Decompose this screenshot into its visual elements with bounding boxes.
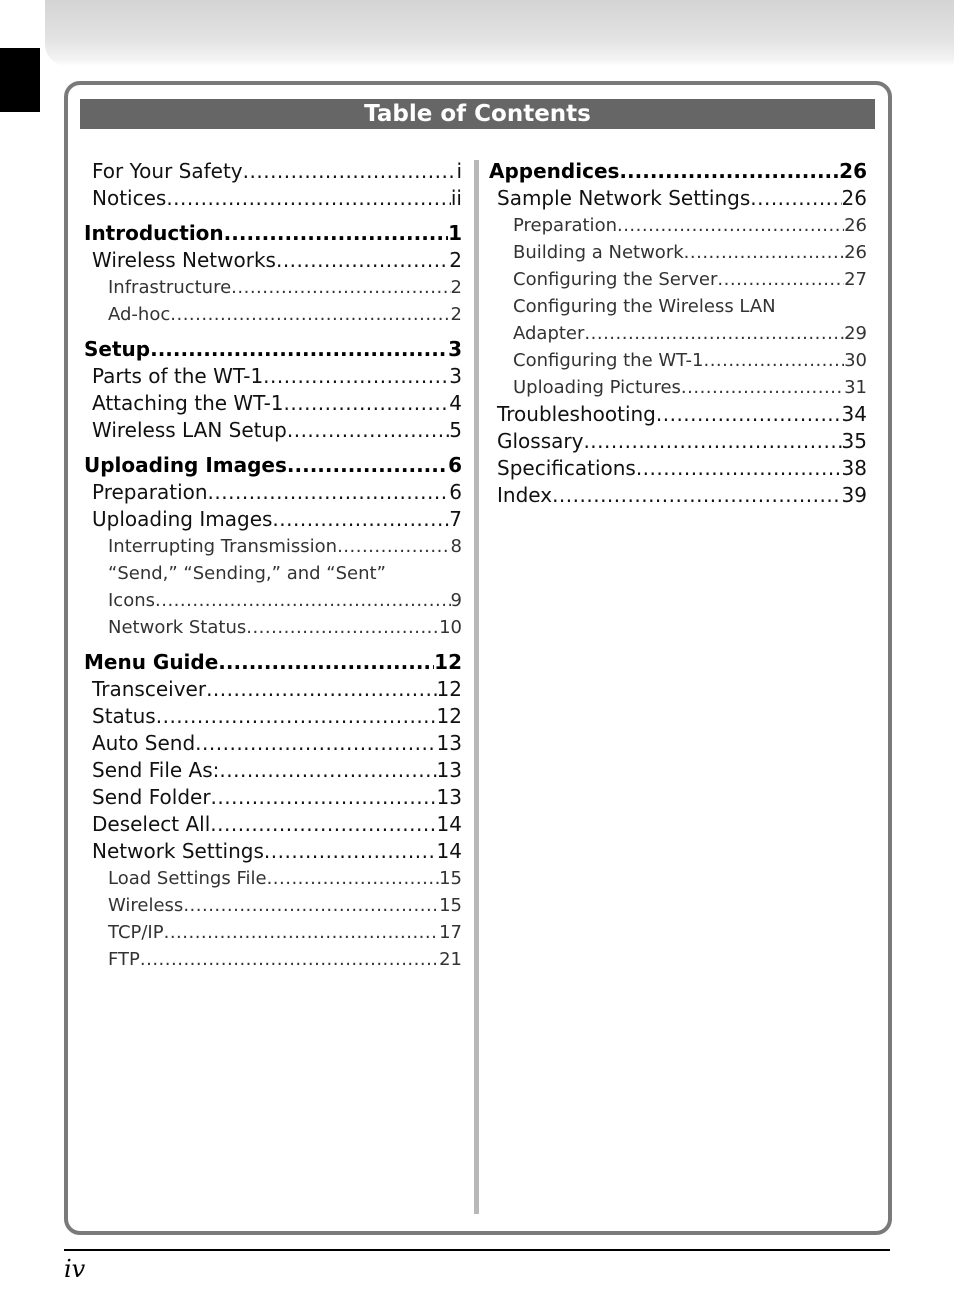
toc-dot-leader bbox=[337, 533, 450, 560]
toc-dot-leader bbox=[703, 347, 844, 374]
toc-entry[interactable] bbox=[489, 455, 867, 482]
toc-page-number: 14 bbox=[436, 812, 462, 836]
toc-dot-leader bbox=[717, 266, 844, 293]
toc-dot-leader bbox=[584, 320, 844, 347]
toc-page-number: 4 bbox=[449, 391, 462, 415]
toc-dot-leader bbox=[206, 676, 436, 703]
toc-entry[interactable] bbox=[489, 266, 867, 293]
toc-page-number: 26 bbox=[839, 159, 867, 183]
toc-entry-title: Troubleshooting bbox=[497, 402, 656, 426]
toc-page-number: 5 bbox=[449, 418, 462, 442]
toc-entry[interactable] bbox=[84, 247, 462, 274]
toc-entry-title: Transceiver bbox=[92, 677, 207, 701]
toc-entry-title: Attaching the WT-1 bbox=[92, 391, 284, 415]
toc-dot-leader bbox=[284, 390, 450, 417]
toc-right-column bbox=[489, 158, 867, 509]
toc-entry-title: Ad-hoc bbox=[108, 304, 171, 325]
toc-entry-label-continued: “Send,” “Sending,” and “Sent” bbox=[108, 563, 386, 584]
toc-section-entry[interactable] bbox=[84, 452, 462, 479]
toc-entry-title: Status bbox=[92, 704, 156, 728]
toc-entry[interactable] bbox=[84, 390, 462, 417]
toc-entry-title: Infrastructure bbox=[108, 277, 232, 298]
toc-entry-label-continued: Configuring the Wireless LAN bbox=[513, 296, 776, 317]
toc-entry[interactable] bbox=[84, 274, 462, 301]
toc-entry[interactable] bbox=[84, 703, 462, 730]
toc-dot-leader bbox=[264, 838, 437, 865]
toc-entry-title: Send File As: bbox=[92, 758, 220, 782]
toc-entry-title: Load Settings File bbox=[108, 868, 267, 889]
toc-dot-leader bbox=[583, 428, 841, 455]
toc-entry[interactable] bbox=[489, 212, 867, 239]
toc-entry-title: Preparation bbox=[513, 215, 617, 236]
toc-page-number: 1 bbox=[448, 221, 462, 245]
top-shading-band bbox=[45, 0, 954, 66]
footer-rule bbox=[64, 1249, 890, 1251]
toc-dot-leader bbox=[210, 811, 436, 838]
toc-entry-title: Specifications bbox=[497, 456, 636, 480]
toc-dot-leader bbox=[243, 158, 457, 185]
toc-entry[interactable] bbox=[84, 865, 462, 892]
toc-page-number: 26 bbox=[841, 186, 867, 210]
toc-page-number: 29 bbox=[844, 323, 867, 344]
toc-page-number: 38 bbox=[841, 456, 867, 480]
toc-dot-leader bbox=[219, 757, 436, 784]
toc-entry-title: Network Status bbox=[108, 617, 247, 638]
toc-page-number: 31 bbox=[844, 377, 867, 398]
toc-entry[interactable] bbox=[84, 676, 462, 703]
toc-entry[interactable] bbox=[84, 730, 462, 757]
toc-section-entry[interactable] bbox=[489, 158, 867, 185]
toc-dot-leader bbox=[150, 336, 448, 363]
toc-entry-title: Glossary bbox=[497, 429, 584, 453]
toc-dot-leader bbox=[195, 730, 436, 757]
toc-dot-leader bbox=[552, 482, 841, 509]
toc-page-number: 15 bbox=[439, 895, 462, 916]
toc-dot-leader bbox=[156, 703, 437, 730]
toc-entry-title: Sample Network Settings bbox=[497, 186, 751, 210]
toc-dot-leader bbox=[211, 784, 437, 811]
toc-dot-leader bbox=[263, 363, 449, 390]
toc-section-entry[interactable] bbox=[84, 220, 462, 247]
toc-page-number: i bbox=[456, 159, 462, 183]
toc-page-number: 26 bbox=[844, 242, 867, 263]
toc-entry-title: For Your Safety bbox=[92, 159, 243, 183]
toc-page-number: 3 bbox=[448, 337, 462, 361]
toc-entry[interactable] bbox=[84, 301, 462, 328]
toc-dot-leader bbox=[636, 455, 842, 482]
toc-entry[interactable] bbox=[84, 838, 462, 865]
toc-page-number: 2 bbox=[449, 248, 462, 272]
toc-page-number: 12 bbox=[434, 650, 462, 674]
toc-entry-title: FTP bbox=[108, 949, 140, 970]
toc-dot-leader bbox=[287, 417, 449, 444]
toc-page-number: 7 bbox=[449, 507, 462, 531]
toc-dot-leader bbox=[681, 374, 844, 401]
toc-entry-title: Notices bbox=[92, 186, 167, 210]
toc-entry-title: Interrupting Transmission bbox=[108, 536, 338, 557]
toc-entry-title: Network Settings bbox=[92, 839, 264, 863]
toc-entry[interactable] bbox=[84, 185, 462, 212]
toc-entry[interactable] bbox=[84, 533, 462, 560]
toc-dot-leader bbox=[267, 865, 440, 892]
toc-dot-leader bbox=[183, 892, 439, 919]
toc-page-number: 15 bbox=[439, 868, 462, 889]
toc-entry-title: Uploading Pictures bbox=[513, 377, 681, 398]
toc-page-number: 3 bbox=[449, 364, 462, 388]
toc-entry[interactable] bbox=[489, 374, 867, 401]
toc-entry-title: Configuring the Server bbox=[513, 269, 718, 290]
toc-page-number: 13 bbox=[436, 731, 462, 755]
toc-dot-leader bbox=[619, 158, 839, 185]
toc-entry[interactable] bbox=[84, 946, 462, 973]
chapter-tab-marker bbox=[0, 48, 40, 112]
toc-entry-title: Wireless Networks bbox=[92, 248, 276, 272]
toc-entry[interactable] bbox=[84, 587, 462, 614]
toc-page-number: ii bbox=[450, 186, 462, 210]
toc-dot-leader bbox=[166, 185, 451, 212]
toc-page-number: 17 bbox=[439, 922, 462, 943]
toc-entry[interactable] bbox=[84, 892, 462, 919]
toc-page-number: 39 bbox=[841, 483, 867, 507]
toc-section-entry[interactable] bbox=[84, 336, 462, 363]
toc-dot-leader bbox=[140, 946, 439, 973]
toc-entry-title: Wireless LAN Setup bbox=[92, 418, 287, 442]
toc-dot-leader bbox=[164, 919, 440, 946]
toc-page-number: 8 bbox=[450, 536, 462, 557]
toc-page-number: 30 bbox=[844, 350, 867, 371]
toc-page-number: 2 bbox=[450, 304, 462, 325]
toc-entry-title: Index bbox=[497, 483, 553, 507]
toc-entry[interactable] bbox=[84, 363, 462, 390]
toc-entry[interactable] bbox=[489, 320, 867, 347]
toc-entry[interactable] bbox=[84, 417, 462, 444]
toc-page-number: 14 bbox=[436, 839, 462, 863]
toc-entry-title: Uploading Images bbox=[92, 507, 273, 531]
toc-dot-leader bbox=[287, 452, 448, 479]
toc-entry[interactable] bbox=[84, 479, 462, 506]
toc-dot-leader bbox=[231, 274, 450, 301]
toc-page-number: 21 bbox=[439, 949, 462, 970]
toc-entry[interactable] bbox=[489, 347, 867, 374]
toc-dot-leader bbox=[224, 220, 448, 247]
toc-entry-title: Preparation bbox=[92, 480, 208, 504]
toc-page-number: 6 bbox=[449, 480, 462, 504]
toc-page-number: 10 bbox=[439, 617, 462, 638]
toc-entry[interactable] bbox=[84, 919, 462, 946]
toc-page-number: 2 bbox=[450, 277, 462, 298]
toc-entry-title: Menu Guide bbox=[84, 650, 219, 674]
toc-entry[interactable] bbox=[84, 614, 462, 641]
toc-dot-leader bbox=[246, 614, 439, 641]
toc-entry[interactable] bbox=[84, 158, 462, 185]
toc-entry-title: Introduction bbox=[84, 221, 224, 245]
toc-entry-title: Configuring the WT-1 bbox=[513, 350, 704, 371]
toc-page-number: 9 bbox=[450, 590, 462, 611]
toc-page-number: 6 bbox=[448, 453, 462, 477]
toc-entry[interactable] bbox=[84, 757, 462, 784]
toc-entry[interactable] bbox=[489, 482, 867, 509]
toc-page-number: 27 bbox=[844, 269, 867, 290]
toc-entry[interactable] bbox=[84, 811, 462, 838]
toc-dot-leader bbox=[272, 506, 449, 533]
toc-entry-title: Icons bbox=[108, 590, 156, 611]
toc-dot-leader bbox=[218, 649, 434, 676]
toc-left-column bbox=[84, 158, 462, 973]
toc-entry[interactable] bbox=[84, 506, 462, 533]
toc-dot-leader bbox=[208, 479, 450, 506]
toc-entry-title: Wireless bbox=[108, 895, 184, 916]
toc-entry-title: Deselect All bbox=[92, 812, 211, 836]
toc-page-number: 26 bbox=[844, 215, 867, 236]
toc-entry[interactable] bbox=[489, 185, 867, 212]
toc-entry-title: Parts of the WT-1 bbox=[92, 364, 264, 388]
toc-dot-leader bbox=[170, 301, 450, 328]
toc-entry-title: Setup bbox=[84, 337, 151, 361]
column-divider bbox=[474, 160, 479, 1214]
page-title: Table of Contents bbox=[80, 99, 875, 129]
toc-dot-leader bbox=[656, 401, 842, 428]
toc-entry[interactable] bbox=[489, 239, 867, 266]
page-number: iv bbox=[64, 1255, 86, 1283]
toc-dot-leader bbox=[750, 185, 841, 212]
toc-entry-title: TCP/IP bbox=[108, 922, 164, 943]
toc-section-entry[interactable] bbox=[84, 649, 462, 676]
toc-dot-leader bbox=[155, 587, 451, 614]
toc-entry-title: Auto Send bbox=[92, 731, 196, 755]
toc-entry-title: Adapter bbox=[513, 323, 585, 344]
toc-entry-title: Appendices bbox=[489, 159, 620, 183]
toc-page-number: 13 bbox=[436, 758, 462, 782]
toc-entry[interactable] bbox=[489, 428, 867, 455]
toc-entry-title: Uploading Images bbox=[84, 453, 287, 477]
toc-page-number: 12 bbox=[436, 677, 462, 701]
toc-entry-title: Send Folder bbox=[92, 785, 211, 809]
toc-dot-leader bbox=[276, 247, 449, 274]
toc-page-number: 12 bbox=[436, 704, 462, 728]
toc-page-number: 13 bbox=[436, 785, 462, 809]
toc-dot-leader bbox=[684, 239, 844, 266]
toc-entry[interactable] bbox=[489, 401, 867, 428]
toc-page-number: 35 bbox=[841, 429, 867, 453]
toc-entry[interactable] bbox=[84, 784, 462, 811]
toc-page-number: 34 bbox=[841, 402, 867, 426]
toc-dot-leader bbox=[617, 212, 844, 239]
toc-entry-title: Building a Network bbox=[513, 242, 684, 263]
